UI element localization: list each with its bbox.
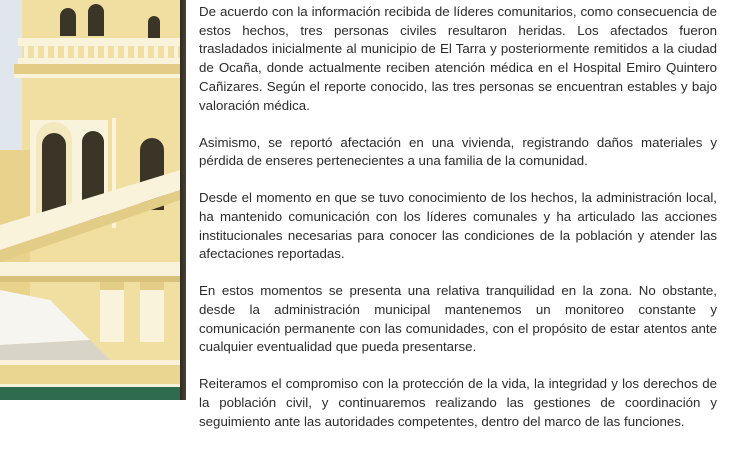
- paragraph-injured-civilians: De acuerdo con la información recibida de líderes comunitarios, como consecuencia de estos hechos, tres personas civiles resultaron heridas. Los afectados fueron trasladados inicialmente al municipio de El Tarra y posteriormente remitidos a la ciudad de Ocaña, donde actualmente reciben atención médica en el Hospital Emiro Quintero Cañizares. Según el reporte conocido, las tres personas se encuentran estables y bajo valoración médica.: [199, 4, 717, 113]
- photo-divider: [180, 0, 186, 400]
- church-facade-illustration: [0, 0, 180, 400]
- church-photo: [0, 0, 180, 400]
- paragraph-house-damage: Asimismo, se reportó afectación en una vivienda, registrando daños materiales y pérdida de enseres pertenecientes a una familia de la comunidad.: [199, 134, 717, 169]
- paragraph-commitment: Reiteramos el compromiso con la protección de la vida, la integridad y los derechos de la población civil, y continuaremos realizando las gestiones de coordinación y seguimiento ante las autoridades competentes, dentro del marco de las funciones.: [199, 376, 717, 429]
- paragraph-administration-response: Desde el momento en que se tuvo conocimiento de los hechos, la administración local, ha mantenido comunicación con los líderes comunales y ha articulado las acciones institucionales necesarias para conocer las condiciones de la población y atender las afectaciones reportadas.: [199, 190, 717, 262]
- document-body: [199, 3, 717, 450]
- paragraph-current-situation: En estos momentos se presenta una relativa tranquilidad en la zona. No obstante, desde la administración municipal mantenemos un monitoreo constante y comunicación permanente con las comunidades, con el propósito de estar atentos ante cualquier eventualidad que pueda presentarse.: [199, 283, 717, 355]
